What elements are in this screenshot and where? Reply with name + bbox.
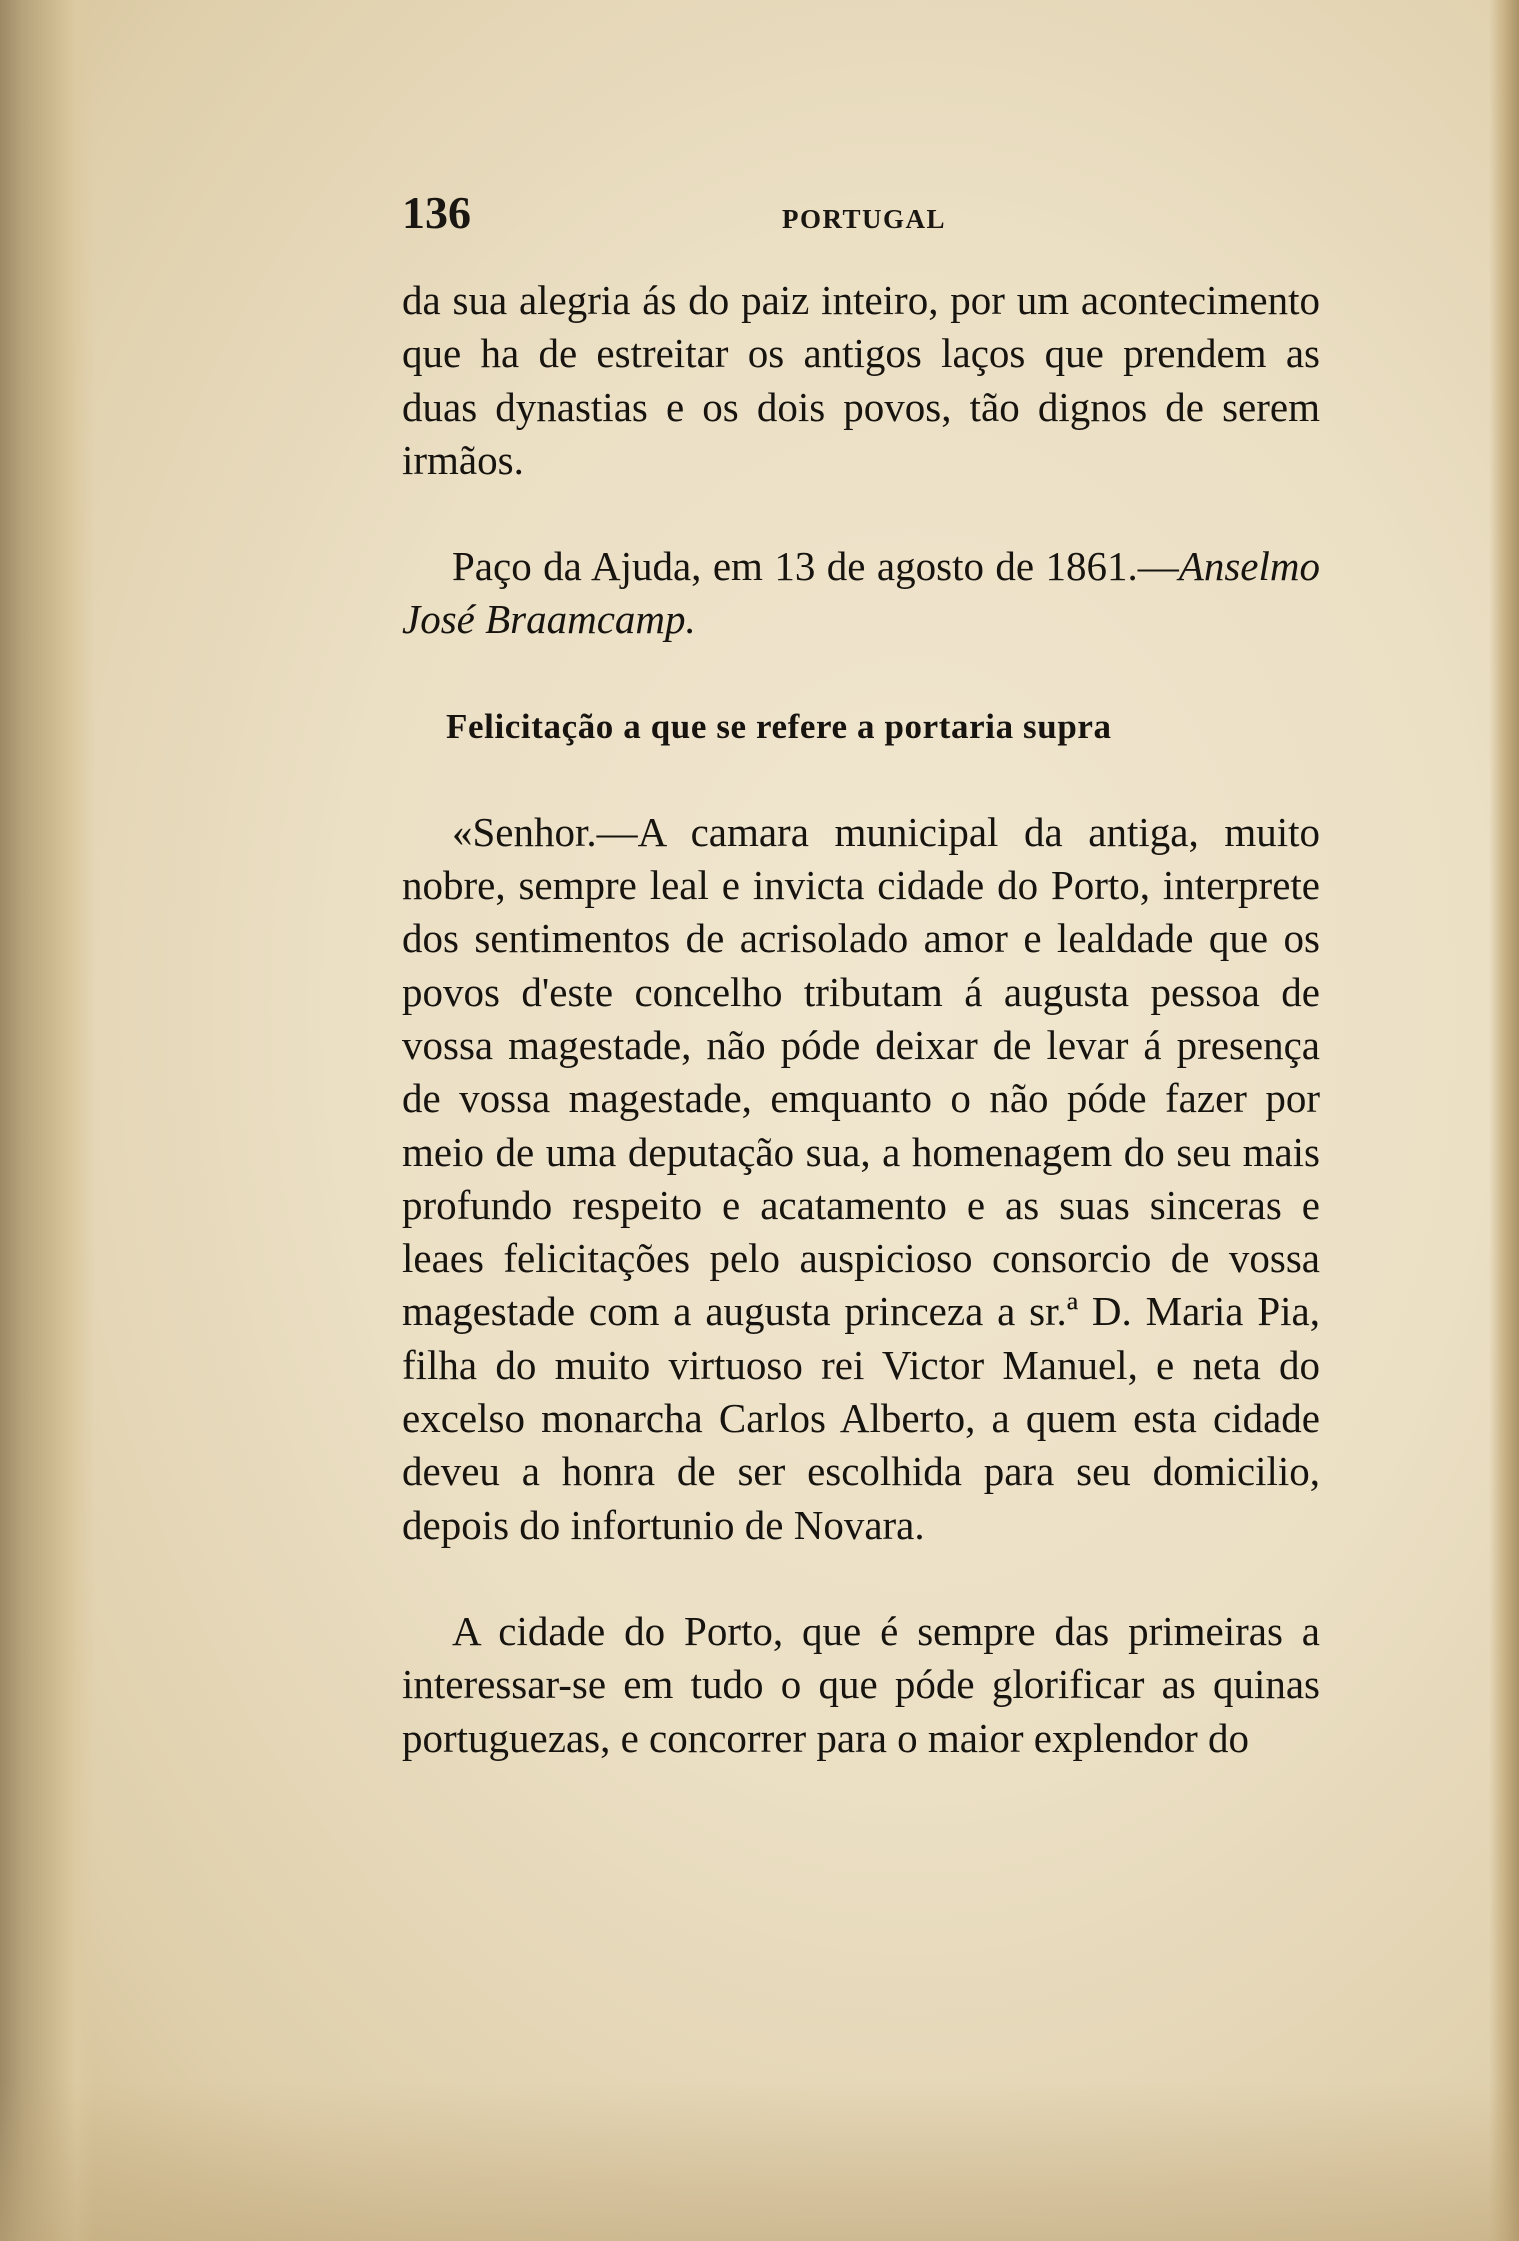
paragraph-continuation: da sua alegria ás do paiz inteiro, por um acontecimento que ha de estreitar os antigos laços que prendem as duas dynastias e os dois povos, tão dignos de serem irmãos. xyxy=(402,277,1320,483)
header-title: PORTUGAL xyxy=(782,204,947,234)
page-number: 136 xyxy=(402,187,471,238)
spacer xyxy=(402,753,1320,806)
signature-name: Anselmo José Braamcamp. xyxy=(402,543,1320,643)
signature-place-date: Paço da Ajuda, em 13 de agosto de 1861.— xyxy=(452,543,1179,590)
signature-paragraph xyxy=(402,540,1320,647)
body-text xyxy=(402,274,1320,1765)
paragraph-felicitation: «Senhor.—A camara municipal da antiga, muito nobre, sempre leal e invicta cidade do Porto, interprete dos sentimentos de acrisolado amor e lealdade que os povos d'este concelho tributam á augusta pessoa de vossa magestade, não póde deixar de levar á presença de vossa magestade, emquanto o não póde fazer por meio de uma deputação sua, a homenagem do seu mais profundo respeito e acatamento e as suas sinceras e leaes felicitações pelo auspicioso consorcio de vossa magestade com a augusta princeza a sr.ª D. Maria Pia, filha do muito virtuoso rei Victor Manuel, e neta do excelso monarcha Carlos Alberto, a quem esta cidade deveu a honra de ser escolhida para seu domicilio, depois do infortunio de Novara. xyxy=(402,808,1320,1548)
paragraph-porto: A cidade do Porto, que é sempre das primeiras a interessar-se em tudo o que póde glorificar as quinas portuguezas, e concorrer para o maior explendor do xyxy=(402,1607,1320,1761)
spacer xyxy=(402,647,1320,700)
section-heading: Felicitação a que se refere a portaria supra xyxy=(446,706,1112,746)
spacer xyxy=(402,1552,1320,1605)
running-head xyxy=(402,186,1322,246)
book-spine-shadow xyxy=(0,0,95,2241)
page-right-edge xyxy=(1489,0,1519,2241)
page-bottom-shadow xyxy=(0,2081,1519,2241)
spacer xyxy=(402,487,1320,540)
